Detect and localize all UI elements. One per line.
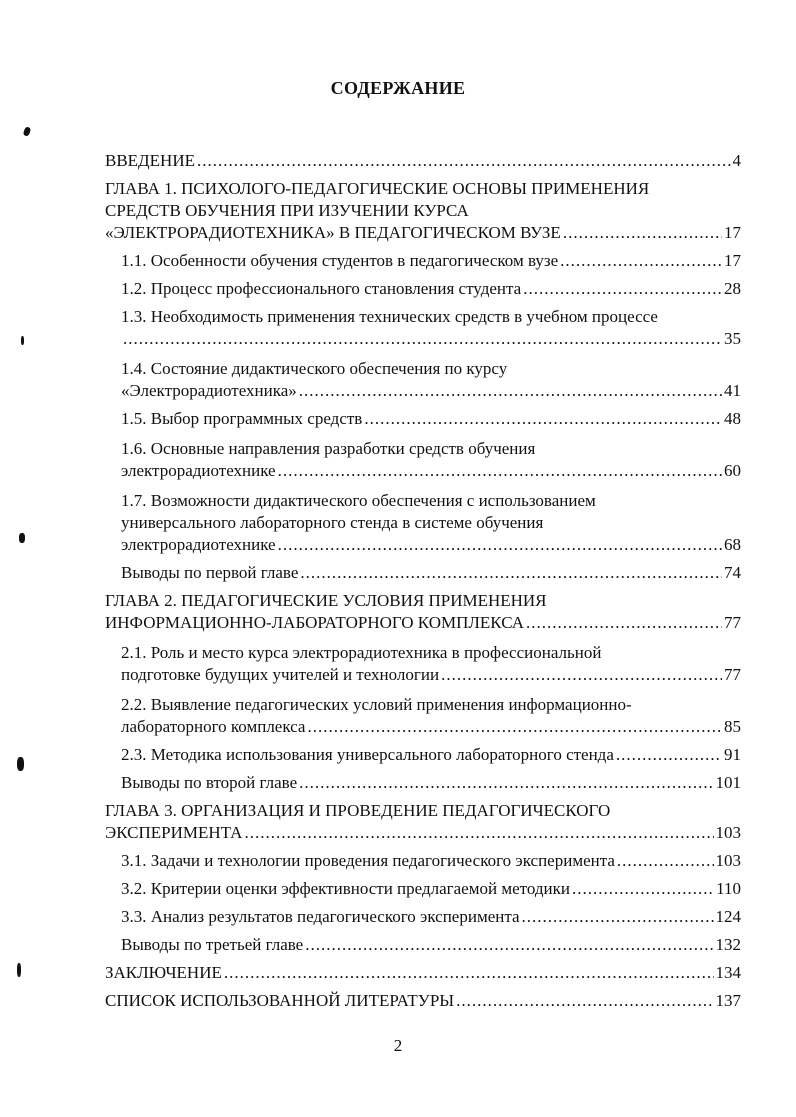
toc-entry-leader-line — [121, 664, 741, 686]
toc-entry-text-line: 2.2. Выявление педагогических условий применения информационно- — [121, 695, 632, 714]
dot-leader — [244, 822, 713, 844]
dot-leader — [299, 380, 722, 402]
toc-page-number: 91 — [724, 745, 741, 764]
toc-section-entry[interactable] — [121, 850, 741, 872]
toc-entry-leader-line — [121, 278, 741, 300]
dot-leader — [278, 534, 722, 556]
toc-entry-leader-line — [121, 906, 741, 928]
toc-entry-text-line: ГЛАВА 1. ПСИХОЛОГО-ПЕДАГОГИЧЕСКИЕ ОСНОВЫ ПРИМЕНЕНИЯ — [105, 179, 650, 198]
toc-page-number: 137 — [715, 991, 741, 1010]
toc-entry-title: 1.5. Выбор программных средств — [121, 409, 363, 428]
toc-entry-text-line: универсального лабораторного стенда в системе обучения — [121, 513, 544, 532]
toc-page-number: 48 — [724, 409, 741, 428]
scan-mark — [19, 533, 25, 543]
toc-page-number: 77 — [724, 665, 741, 684]
toc-chapter-entry[interactable] — [105, 990, 741, 1012]
toc-entry-title: «Электрорадиотехника» — [121, 381, 297, 400]
toc-entry-leader-line — [121, 534, 741, 556]
dot-leader — [305, 934, 713, 956]
toc-entry-title: 2.3. Методика использования универсального лабораторного стенда — [121, 745, 614, 764]
toc-entry-title: 3.3. Анализ результатов педагогического эксперимента — [121, 907, 520, 926]
toc-entry-title: ИНФОРМАЦИОННО-ЛАБОРАТОРНОГО КОМПЛЕКСА — [105, 613, 524, 632]
toc-page-number: 134 — [715, 963, 741, 982]
toc-section-entry[interactable] — [121, 772, 741, 794]
toc-entry-leader-line — [105, 612, 741, 634]
dot-leader — [523, 278, 722, 300]
toc-chapter-entry[interactable] — [105, 800, 741, 844]
toc-page-number: 74 — [724, 563, 741, 582]
toc-entry-text-line: 1.4. Состояние дидактического обеспечения по курсу — [121, 359, 508, 378]
toc-page-number: 110 — [716, 879, 741, 898]
toc-entry-text-line: 2.1. Роль и место курса электрорадиотехника в профессиональной — [121, 643, 602, 662]
toc-entry-title: ВВЕДЕНИЕ — [105, 151, 195, 170]
toc-section-entry[interactable] — [121, 934, 741, 956]
toc-entry-title: Выводы по третьей главе — [121, 935, 304, 954]
dot-leader — [560, 250, 722, 272]
toc-entry-title: электрорадиотехнике — [121, 535, 276, 554]
toc-page-number: 17 — [724, 251, 741, 270]
toc-entry-leader-line — [121, 328, 741, 350]
toc-entry-leader-line — [105, 990, 741, 1012]
dot-leader — [441, 664, 722, 686]
toc-entry-title: Выводы по первой главе — [121, 563, 299, 582]
dot-leader — [197, 150, 731, 172]
toc-chapter-entry[interactable] — [105, 590, 741, 634]
toc-entry-title: подготовке будущих учителей и технологии — [121, 665, 440, 684]
toc-page-number: 103 — [715, 823, 741, 842]
scan-mark — [17, 757, 24, 771]
page-number: 2 — [393, 1036, 403, 1055]
toc-entry-title: ЭКСПЕРИМЕНТА — [105, 823, 243, 842]
toc-page-number: 41 — [724, 381, 741, 400]
toc-page-number: 28 — [724, 279, 741, 298]
dot-leader — [616, 744, 722, 766]
dot-leader — [224, 962, 714, 984]
toc-section-entry[interactable] — [121, 438, 741, 482]
toc-section-entry[interactable] — [121, 490, 741, 556]
toc-entry-leader-line — [121, 878, 741, 900]
toc-entry-leader-line — [121, 716, 741, 738]
toc-section-entry[interactable] — [121, 278, 741, 300]
toc-page-number: 132 — [715, 935, 741, 954]
toc-entry-leader-line — [121, 772, 741, 794]
toc-entry-leader-line — [105, 222, 741, 244]
toc-entry-title: 1.2. Процесс профессионального становления студента — [121, 279, 522, 298]
toc-entry-title: 3.1. Задачи и технологии проведения педагогического эксперимента — [121, 851, 615, 870]
toc-page-number: 35 — [724, 329, 741, 348]
toc-section-entry[interactable] — [121, 906, 741, 928]
scan-mark — [17, 963, 21, 977]
toc-entry-text-line: ГЛАВА 2. ПЕДАГОГИЧЕСКИЕ УСЛОВИЯ ПРИМЕНЕНИЯ — [105, 591, 547, 610]
toc-entry-leader-line — [105, 962, 741, 984]
toc-section-entry[interactable] — [121, 642, 741, 686]
dot-leader — [299, 772, 713, 794]
dot-leader — [300, 562, 722, 584]
scan-mark — [23, 126, 32, 137]
toc-page-number: 68 — [724, 535, 741, 554]
toc-entry-leader-line — [121, 380, 741, 402]
toc-entry-text-line: СРЕДСТВ ОБУЧЕНИЯ ПРИ ИЗУЧЕНИИ КУРСА — [105, 201, 469, 220]
toc-entry-leader-line — [121, 850, 741, 872]
toc-page-number: 103 — [715, 851, 741, 870]
toc-section-entry[interactable] — [121, 878, 741, 900]
toc-entry-title: 1.1. Особенности обучения студентов в педагогическом вузе — [121, 251, 559, 270]
dot-leader — [278, 460, 722, 482]
toc-entry-title: СПИСОК ИСПОЛЬЗОВАННОЙ ЛИТЕРАТУРЫ — [105, 991, 455, 1010]
toc-entry-title: лабораторного комплекса — [121, 717, 306, 736]
toc-entry-title: ЗАКЛЮЧЕНИЕ — [105, 963, 222, 982]
toc-entry-title: Выводы по второй главе — [121, 773, 298, 792]
dot-leader — [572, 878, 714, 900]
toc-entry-text-line: 1.3. Необходимость применения технических средств в учебном процессе — [121, 307, 658, 326]
toc-entry-leader-line — [121, 934, 741, 956]
toc-entry-title: 3.2. Критерии оценки эффективности предлагаемой методики — [121, 879, 570, 898]
dot-leader — [307, 716, 722, 738]
toc-section-entry[interactable] — [121, 744, 741, 766]
toc-section-entry[interactable] — [121, 250, 741, 272]
table-of-contents — [105, 150, 741, 1012]
toc-entry-title: электрорадиотехнике — [121, 461, 276, 480]
toc-page-number: 77 — [724, 613, 741, 632]
toc-page-number: 85 — [724, 717, 741, 736]
toc-entry-title: «ЭЛЕКТРОРАДИОТЕХНИКА» В ПЕДАГОГИЧЕСКОМ ВУЗЕ — [105, 223, 561, 242]
toc-entry-text-line: 1.6. Основные направления разработки средств обучения — [121, 439, 536, 458]
toc-entry-leader-line — [121, 460, 741, 482]
dot-leader — [617, 850, 714, 872]
dot-leader — [522, 906, 714, 928]
toc-entry-text-line: ГЛАВА 3. ОРГАНИЗАЦИЯ И ПРОВЕДЕНИЕ ПЕДАГОГИЧЕСКОГО — [105, 801, 611, 820]
dot-leader — [456, 990, 713, 1012]
dot-leader — [364, 408, 722, 430]
dot-leader — [123, 328, 722, 350]
toc-page-number: 17 — [724, 223, 741, 242]
toc-entry-leader-line — [121, 562, 741, 584]
toc-entry-leader-line — [105, 822, 741, 844]
toc-entry-leader-line — [121, 744, 741, 766]
toc-entry-leader-line — [121, 408, 741, 430]
toc-entry-leader-line — [121, 250, 741, 272]
toc-entry-text-line: 1.7. Возможности дидактического обеспечения с использованием — [121, 491, 596, 510]
toc-chapter-entry[interactable] — [105, 962, 741, 984]
toc-page-number: 124 — [715, 907, 741, 926]
toc-page-number: 101 — [715, 773, 741, 792]
toc-page-number: 60 — [724, 461, 741, 480]
toc-chapter-entry[interactable] — [105, 178, 741, 244]
toc-chapter-entry[interactable] — [105, 150, 741, 172]
toc-section-entry[interactable] — [121, 408, 741, 430]
toc-section-entry[interactable] — [121, 562, 741, 584]
toc-entry-leader-line — [105, 150, 741, 172]
dot-leader — [526, 612, 722, 634]
dot-leader — [563, 222, 722, 244]
toc-section-entry[interactable] — [121, 358, 741, 402]
scan-mark — [21, 336, 24, 345]
page-title: СОДЕРЖАНИЕ — [330, 78, 466, 98]
toc-section-entry[interactable] — [121, 694, 741, 738]
toc-page-number: 4 — [732, 151, 741, 170]
toc-section-entry[interactable] — [121, 306, 741, 350]
